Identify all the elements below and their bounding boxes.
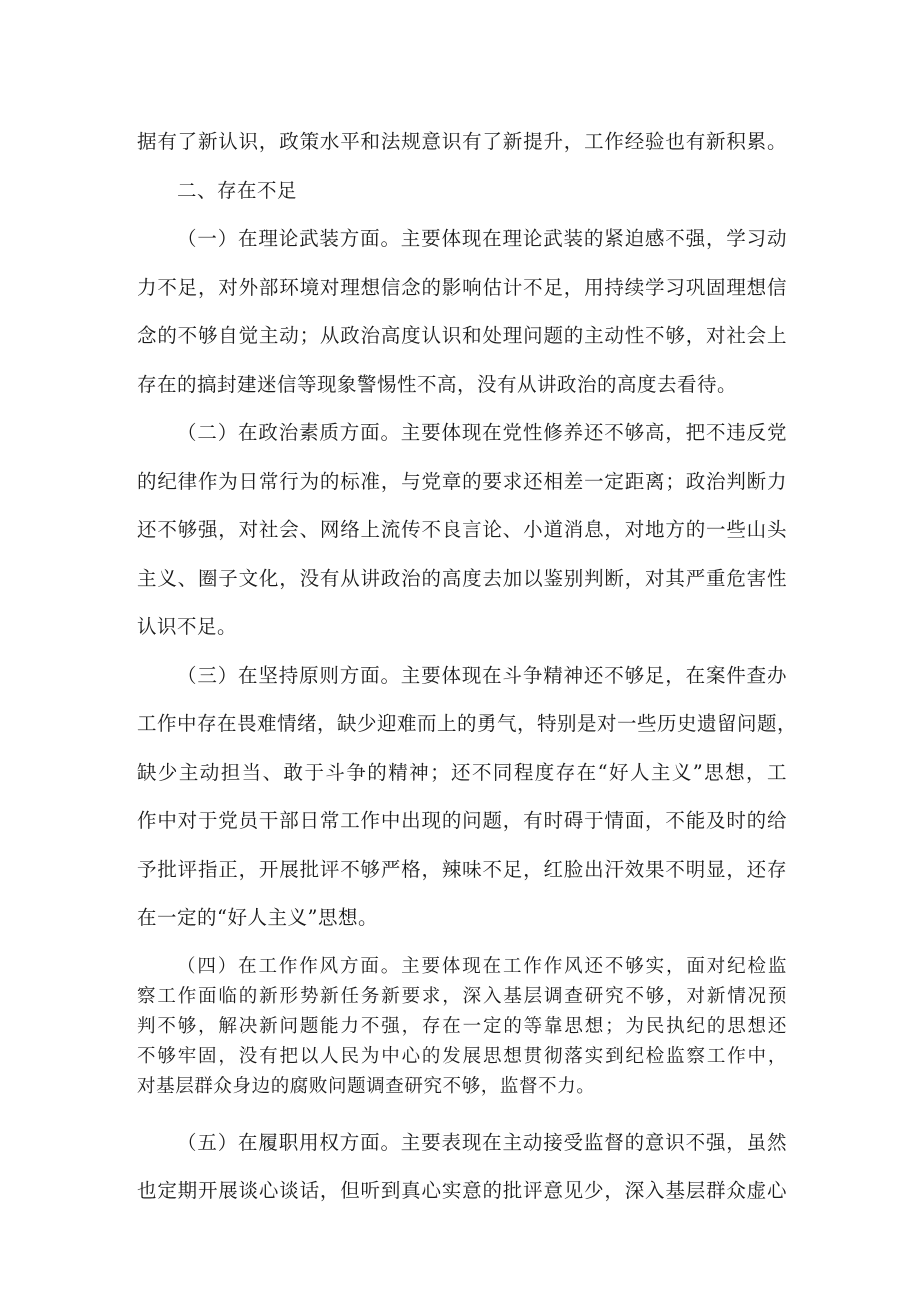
paragraph-line: 对基层群众身边的腐败问题调查研究不够，监督不力。 [137,1076,596,1097]
paragraph-line: 也定期开展谈心谈话，但听到真心实意的批评意见少，深入基层群众虚心 [137,1179,787,1202]
paragraph-line: 据有了新认识，政策水平和法规意识有了新提升，工作经验也有新积累。 [137,130,787,153]
paragraph-line: （二）在政治素质方面。主要体现在党性修养还不够高，把不违反党 [177,421,787,444]
paragraph-line: （一）在理论武装方面。主要体现在理论武装的紧迫感不强，学习动 [177,227,787,250]
paragraph-line: （五）在履职用权方面。主要表现在主动接受监督的意识不强，虽然 [177,1131,787,1154]
paragraph-line: 察工作面临的新形势新任务新要求，深入基层调查研究不够，对新情况预 [137,986,787,1007]
paragraph-line: 判不够，解决新问题能力不强，存在一定的等靠思想；为民执纪的思想还 [137,1016,787,1037]
paragraph-line: 力不足，对外部环境对理想信念的影响估计不足，用持续学习巩固理想信 [137,276,787,299]
paragraph-line: 认识不足。 [137,615,238,638]
paragraph-line: 工作中存在畏难情绪，缺少迎难而上的勇气，特别是对一些历史遗留问题， [137,712,798,735]
paragraph-line: 作中对于党员干部日常工作中出现的问题，有时碍于情面，不能及时的给 [137,809,787,832]
paragraph-line: 在一定的“好人主义”思想。 [137,906,378,929]
paragraph-line: 念的不够自觉主动；从政治高度认识和处理问题的主动性不够，对社会上 [137,324,787,347]
paragraph-line: （三）在坚持原则方面。主要体现在斗争精神还不够足，在案件查办 [177,664,787,687]
paragraph-line: 主义、圈子文化，没有从讲政治的高度去加以鉴别判断，对其严重危害性 [137,567,787,590]
section-heading: 二、存在不足 [177,179,298,202]
paragraph-line: 不够牢固，没有把以人民为中心的发展思想贯彻落实到纪检监察工作中， [137,1046,787,1067]
paragraph-line: 存在的搞封建迷信等现象警惕性不高，没有从讲政治的高度去看待。 [137,373,738,396]
paragraph-line: 的纪律作为日常行为的标准，与党章的要求还相差一定距离；政治判断力 [137,470,787,493]
paragraph-line: 还不够强，对社会、网络上流传不良言论、小道消息，对地方的一些山头 [137,518,787,541]
paragraph-line: 缺少主动担当、敢于斗争的精神；还不同程度存在“好人主义”思想，工 [137,761,787,784]
paragraph-line: （四）在工作作风方面。主要体现在工作作风还不够实，面对纪检监 [177,956,787,977]
paragraph-line: 予批评指正，开展批评不够严格，辣味不足，红脸出汗效果不明显，还存 [137,858,787,881]
